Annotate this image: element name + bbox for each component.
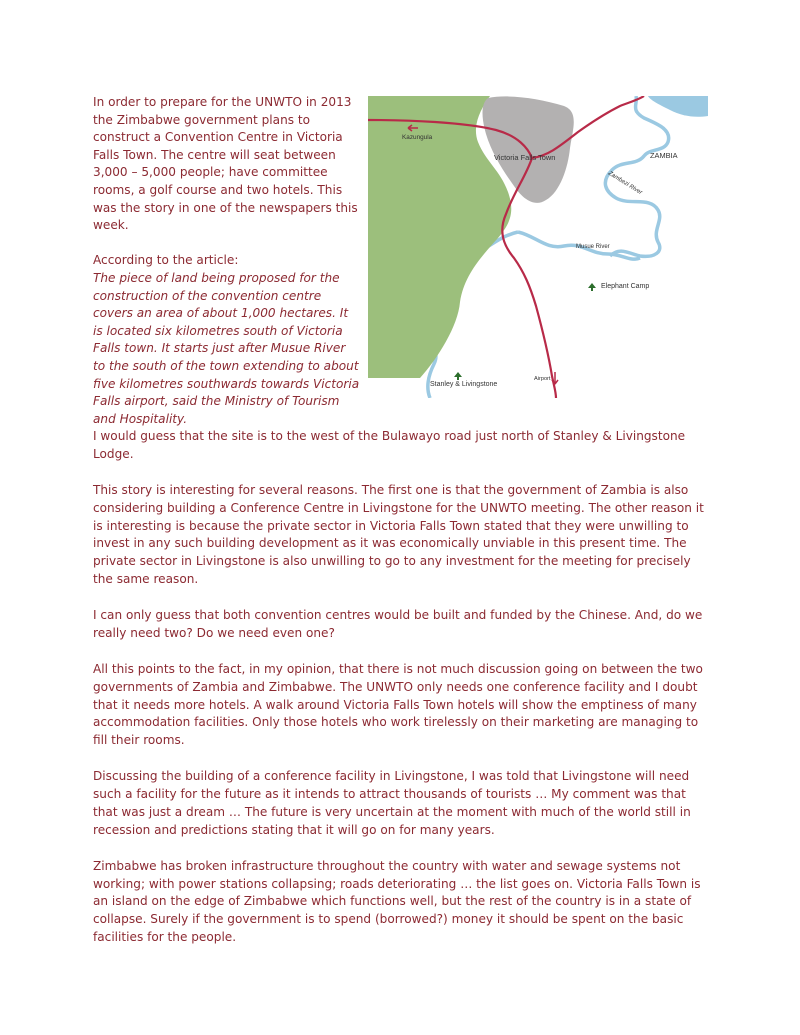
victoria-falls-town-label: Victoria Falls Town <box>494 153 556 162</box>
lake-shape <box>648 96 708 117</box>
paragraph-gap <box>93 235 361 253</box>
body-paragraph-6: Zimbabwe has broken infrastructure throughout the country with water and sewage systems not working; with power stations collapsing; roads deteriorating … the list goes on. Victoria Falls Town is an island on the edge of Zimbabwe which functions well, but the rest of the country is in a state of collapse. Surely if the government is to spend (borrowed?) money it should be spent on the basic facilities for the people. <box>93 858 701 945</box>
map-graphic <box>368 96 708 398</box>
musue-river-label: Musue River <box>576 244 610 250</box>
stanley-livingstone-marker-icon <box>454 372 462 377</box>
elephant-camp-marker-stem <box>591 288 593 291</box>
intro-block <box>93 94 361 428</box>
body-paragraph-5: Discussing the building of a conference facility in Livingstone, I was told that Livingstone will need such a facility for the future as it intends to attract thousands of tourists … My comment was that that was just a dream … The future is very uncertain at the moment with much of the world still in recession and predictions stating that it will go on for many years. <box>93 769 691 837</box>
body-paragraph-3: I can only guess that both convention centres would be built and funded by the Chinese. And, do we really need two? Do we need even one? <box>93 608 703 640</box>
intro-paragraph: In order to prepare for the UNWTO in 2013 the Zimbabwe government plans to construct a Convention Centre in Victoria Falls Town. The centre will seat between 3,000 – 5,000 people; have committee rooms, a golf course and two hotels. This was the story in one of the newspapers this week. <box>93 95 358 233</box>
zambezi-river-label: Zambezi River <box>606 170 643 197</box>
stanley-livingstone-marker-stem <box>457 377 459 380</box>
elephant-camp-marker-icon <box>588 283 596 288</box>
kazungula-label: Kazungula <box>402 134 433 141</box>
according-label: According to the article: <box>93 253 239 268</box>
body-paragraph-2: This story is interesting for several reasons. The first one is that the government of Zambia is also considering building a Conference Centre in Livingstone for the UNWTO meeting. The other reason it is interesting is because the private sector in Victoria Falls Town stated that they were unwilling to invest in any such building development as it was economically unviable in this present time. The private sector in Livingstone is also unwilling to go to any investment for the meeting for precisely the same reason. <box>93 482 704 587</box>
location-map <box>368 96 708 398</box>
article-quote: The piece of land being proposed for the construction of the convention centre covers an area of about 1,000 hectares. It is located six kilometres south of Victoria Falls town. It starts just after Musue River to the south of the town extending to about five kilometres southwards towards Victoria Falls airport, said the Ministry of Tourism and Hospitality. <box>93 270 360 426</box>
elephant-camp-label: Elephant Camp <box>601 283 650 290</box>
body-text-block <box>93 428 713 965</box>
zambia-label: ZAMBIA <box>650 151 678 160</box>
stanley-livingstone-label: Stanley & Livingstone <box>430 381 498 388</box>
body-paragraph-1: I would guess that the site is to the west of the Bulawayo road just north of Stanley & Livingstone Lodge. <box>93 429 686 461</box>
body-paragraph-4: All this points to the fact, in my opinion, that there is not much discussion going on between the two governments of Zambia and Zimbabwe. The UNWTO only needs one conference facility and I doubt that it needs more hotels. A walk around Victoria Falls Town hotels will show the emptiness of many accommodation facilities. Only those hotels who work tirelessly on their marketing are managing to fill their rooms. <box>93 661 703 748</box>
airport-label: Airport <box>534 376 551 382</box>
